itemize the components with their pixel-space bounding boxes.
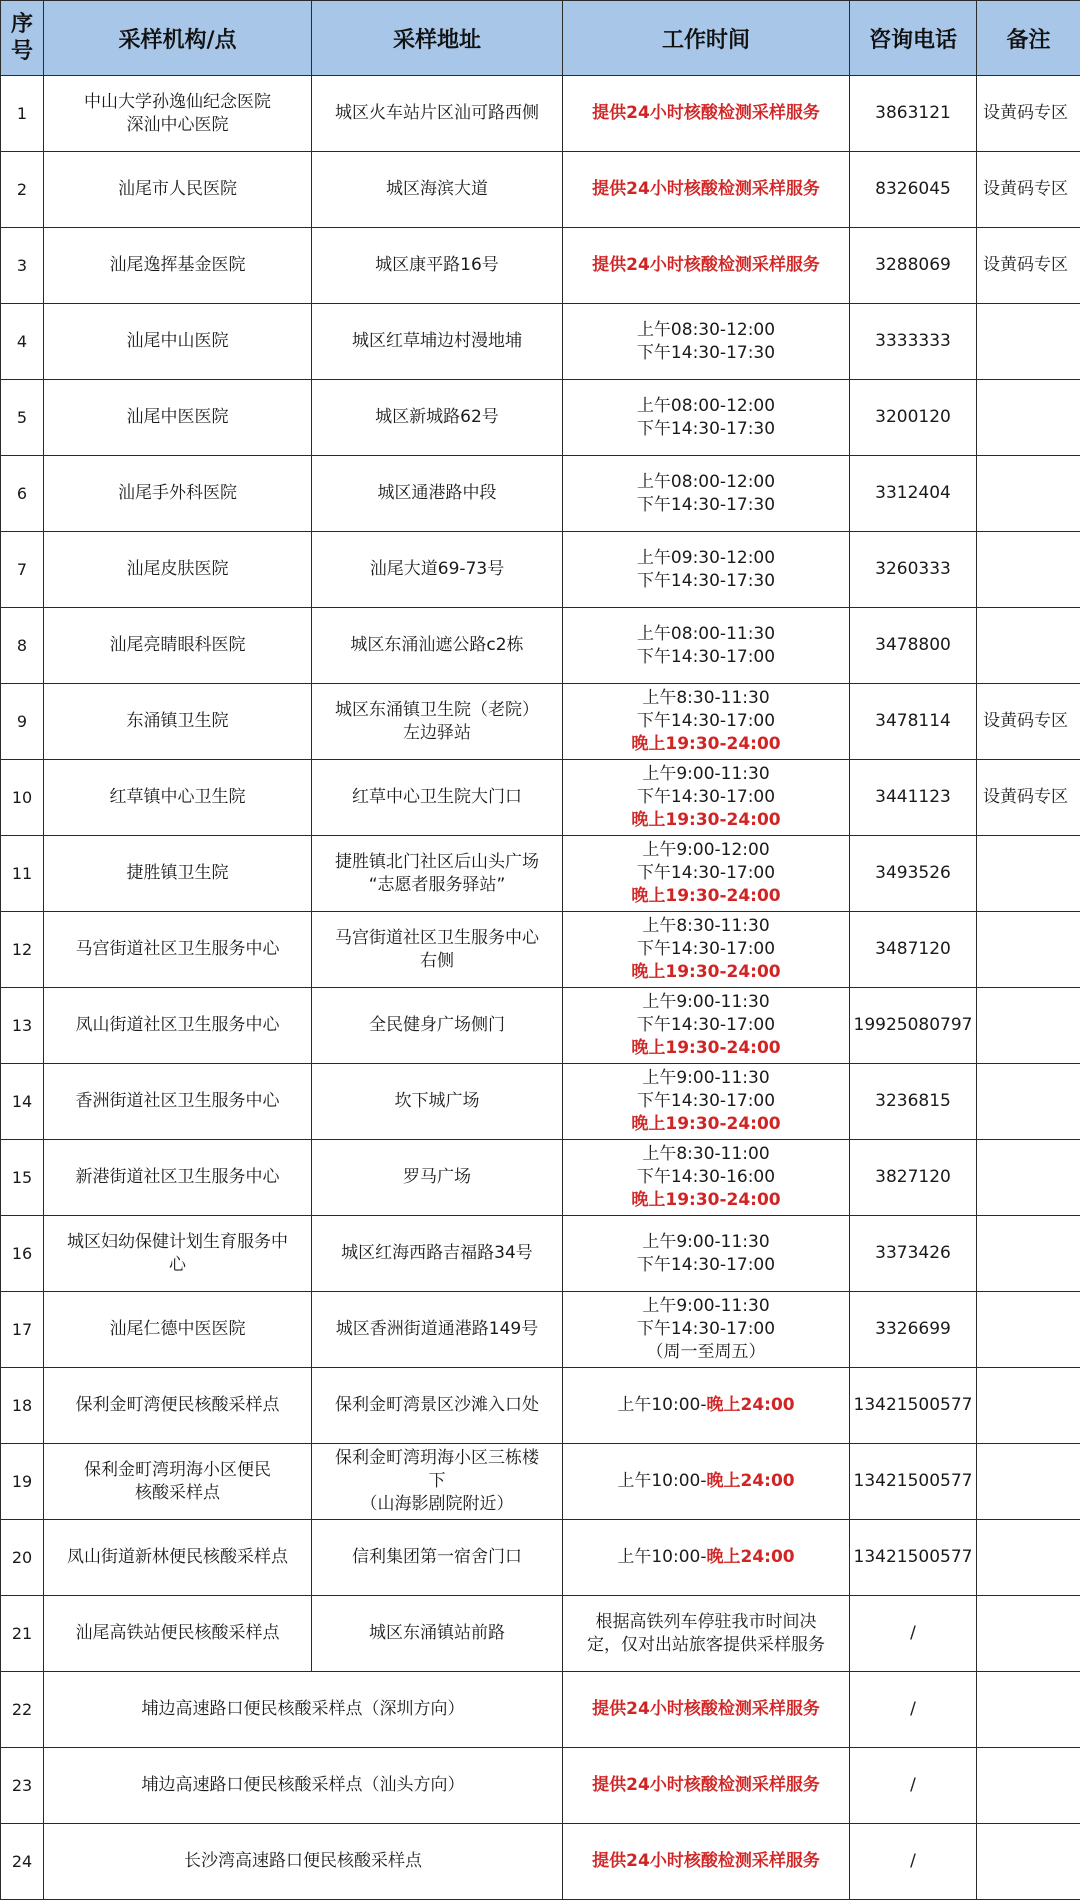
cell-hours: [563, 1368, 850, 1444]
header-seq-label: 序号: [10, 11, 34, 65]
hours-line: 晚上19:30-24:00: [566, 1189, 846, 1212]
institution-line: 香洲街道社区卫生服务中心: [47, 1090, 308, 1113]
cell-address: [312, 1520, 563, 1596]
institution-line: 汕尾高铁站便民核酸采样点: [47, 1622, 308, 1645]
institution-line: 红草镇中心卫生院: [47, 786, 308, 809]
cell-seq: 11: [1, 836, 44, 912]
table-row: [1, 836, 1080, 912]
cell-remark: [977, 1596, 1080, 1672]
hours-part: 上午10:00-: [617, 1547, 706, 1567]
institution-line: 保利金町湾便民核酸采样点: [47, 1394, 308, 1417]
institution-line: 中山大学孙逸仙纪念医院: [47, 91, 308, 114]
hours-line: 上午9:00-12:00: [566, 839, 846, 862]
cell-address: [312, 1444, 563, 1520]
cell-institution: [44, 1140, 312, 1216]
institution-line: 长沙湾高速路口便民核酸采样点: [47, 1850, 559, 1873]
hours-line: 下午14:30-17:00: [566, 862, 846, 885]
cell-seq: 4: [1, 304, 44, 380]
cell-hours: [563, 1216, 850, 1292]
hours-line: 晚上19:30-24:00: [566, 733, 846, 756]
cell-remark: [977, 1672, 1080, 1748]
institution-line: 核酸采样点: [47, 1482, 308, 1505]
table-row: [1, 1140, 1080, 1216]
institution-line: 汕尾手外科医院: [47, 482, 308, 505]
hours-line: （周一至周五）: [566, 1341, 846, 1364]
cell-hours: [563, 76, 850, 152]
cell-phone: 13421500577: [850, 1368, 977, 1444]
cell-institution: [44, 152, 312, 228]
cell-seq: 14: [1, 1064, 44, 1140]
cell-seq: 9: [1, 684, 44, 760]
hours-line: 上午9:00-11:30: [566, 991, 846, 1014]
cell-address: [312, 228, 563, 304]
cell-remark: [977, 608, 1080, 684]
cell-address: [312, 76, 563, 152]
hours-line: 下午14:30-17:00: [566, 646, 846, 669]
table-row: [1, 1596, 1080, 1672]
cell-hours: [563, 912, 850, 988]
hours-line: 下午14:30-17:00: [566, 1090, 846, 1113]
hours-line: 上午8:30-11:30: [566, 915, 846, 938]
cell-institution: [44, 684, 312, 760]
address-line: 马宫街道社区卫生服务中心: [315, 927, 559, 950]
hours-line: 上午08:00-12:00: [566, 395, 846, 418]
address-line: 红草中心卫生院大门口: [315, 786, 559, 809]
cell-address: [312, 912, 563, 988]
table-row: [1, 684, 1080, 760]
table-row: [1, 1368, 1080, 1444]
cell-address: [312, 152, 563, 228]
cell-seq: 21: [1, 1596, 44, 1672]
cell-seq: 18: [1, 1368, 44, 1444]
table-row: [1, 1824, 1080, 1900]
hours-line: 提供24小时核酸检测采样服务: [566, 254, 846, 277]
hours-line: 下午14:30-17:00: [566, 1318, 846, 1341]
cell-remark: [977, 456, 1080, 532]
address-line: 全民健身广场侧门: [315, 1014, 559, 1037]
cell-address: [312, 988, 563, 1064]
institution-line: 凤山街道社区卫生服务中心: [47, 1014, 308, 1037]
cell-address: [312, 1368, 563, 1444]
cell-institution: [44, 836, 312, 912]
address-line: 罗马广场: [315, 1166, 559, 1189]
institution-line: 汕尾皮肤医院: [47, 558, 308, 581]
address-line: 城区东涌镇卫生院（老院）: [315, 699, 559, 722]
hours-part: 上午10:00-: [617, 1395, 706, 1415]
table-row: [1, 1444, 1080, 1520]
institution-line: 心: [47, 1254, 308, 1277]
institution-line: 埔边高速路口便民核酸采样点（汕头方向）: [47, 1774, 559, 1797]
cell-phone: 13421500577: [850, 1444, 977, 1520]
header-institution: 采样机构/点: [44, 1, 312, 76]
institution-line: 汕尾亮睛眼科医院: [47, 634, 308, 657]
cell-seq: 6: [1, 456, 44, 532]
cell-remark: [977, 304, 1080, 380]
cell-phone: 3373426: [850, 1216, 977, 1292]
header-seq: [1, 1, 44, 76]
cell-phone: 3478114: [850, 684, 977, 760]
hours-line: 上午08:00-11:30: [566, 623, 846, 646]
table-row: [1, 380, 1080, 456]
address-line: “志愿者服务驿站”: [315, 874, 559, 897]
cell-remark: [977, 1444, 1080, 1520]
address-line: 右侧: [315, 950, 559, 973]
hours-part: 晚上24:00: [707, 1395, 795, 1415]
address-line: 城区东涌汕遮公路c2栋: [315, 634, 559, 657]
address-line: 坎下城广场: [315, 1090, 559, 1113]
cell-remark: [977, 1064, 1080, 1140]
cell-seq: 5: [1, 380, 44, 456]
cell-seq: 15: [1, 1140, 44, 1216]
hours-line: 晚上19:30-24:00: [566, 1037, 846, 1060]
cell-phone: 8326045: [850, 152, 977, 228]
institution-line: 新港街道社区卫生服务中心: [47, 1166, 308, 1189]
cell-institution: [44, 76, 312, 152]
cell-institution: [44, 228, 312, 304]
cell-remark: [977, 1292, 1080, 1368]
table-row: [1, 1672, 1080, 1748]
hours-line: 晚上19:30-24:00: [566, 961, 846, 984]
address-line: 捷胜镇北门社区后山头广场: [315, 851, 559, 874]
hours-line: 提供24小时核酸检测采样服务: [566, 1850, 846, 1873]
cell-institution: [44, 1748, 563, 1824]
table-row: [1, 1292, 1080, 1368]
cell-institution: [44, 1596, 312, 1672]
address-line: 城区通港路中段: [315, 482, 559, 505]
institution-line: 捷胜镇卫生院: [47, 862, 308, 885]
hours-line: 提供24小时核酸检测采样服务: [566, 102, 846, 125]
cell-institution: [44, 1520, 312, 1596]
cell-address: [312, 1216, 563, 1292]
hours-line: 提供24小时核酸检测采样服务: [566, 1698, 846, 1721]
cell-remark: 设黄码专区: [977, 228, 1080, 304]
cell-hours: [563, 152, 850, 228]
cell-hours: [563, 1596, 850, 1672]
table-body: [1, 76, 1080, 1900]
table-row: [1, 532, 1080, 608]
cell-address: [312, 380, 563, 456]
cell-seq: 19: [1, 1444, 44, 1520]
institution-line: 汕尾逸挥基金医院: [47, 254, 308, 277]
hours-part: 晚上24:00: [707, 1471, 795, 1491]
cell-address: [312, 836, 563, 912]
address-line: 城区红海西路吉福路34号: [315, 1242, 559, 1265]
table-row: [1, 304, 1080, 380]
cell-seq: 22: [1, 1672, 44, 1748]
cell-seq: 3: [1, 228, 44, 304]
cell-seq: 7: [1, 532, 44, 608]
cell-hours: [563, 1444, 850, 1520]
cell-phone: /: [850, 1596, 977, 1672]
cell-address: [312, 760, 563, 836]
hours-line: 下午14:30-17:30: [566, 418, 846, 441]
hours-line: 定，仅对出站旅客提供采样服务: [566, 1634, 846, 1657]
hours-line: [566, 1546, 846, 1569]
cell-phone: 3236815: [850, 1064, 977, 1140]
cell-institution: [44, 1444, 312, 1520]
institution-line: 凤山街道新林便民核酸采样点: [47, 1546, 308, 1569]
cell-hours: [563, 228, 850, 304]
cell-institution: [44, 1824, 563, 1900]
cell-institution: [44, 608, 312, 684]
hours-line: 下午14:30-17:00: [566, 1014, 846, 1037]
cell-institution: [44, 380, 312, 456]
cell-seq: 23: [1, 1748, 44, 1824]
address-line: 城区红草埔边村漫地埔: [315, 330, 559, 353]
hours-line: [566, 1394, 846, 1417]
cell-hours: [563, 836, 850, 912]
table-row: [1, 152, 1080, 228]
cell-institution: [44, 1064, 312, 1140]
hours-line: 下午14:30-17:00: [566, 1254, 846, 1277]
hours-line: 下午14:30-16:00: [566, 1166, 846, 1189]
hours-line: 下午14:30-17:00: [566, 710, 846, 733]
cell-hours: [563, 532, 850, 608]
address-line: 保利金町湾玥海小区三栋楼: [315, 1447, 559, 1470]
cell-institution: [44, 1216, 312, 1292]
institution-line: 汕尾中医医院: [47, 406, 308, 429]
hours-line: 根据高铁列车停驻我市时间决: [566, 1611, 846, 1634]
address-line: 保利金町湾景区沙滩入口处: [315, 1394, 559, 1417]
hours-line: 下午14:30-17:00: [566, 786, 846, 809]
institution-line: 城区妇幼保健计划生育服务中: [47, 1231, 308, 1254]
cell-remark: [977, 836, 1080, 912]
cell-address: [312, 456, 563, 532]
cell-phone: 3827120: [850, 1140, 977, 1216]
cell-seq: 16: [1, 1216, 44, 1292]
cell-remark: [977, 1748, 1080, 1824]
table-row: [1, 912, 1080, 988]
cell-address: [312, 1064, 563, 1140]
institution-line: 汕尾仁德中医医院: [47, 1318, 308, 1341]
institution-line: 汕尾市人民医院: [47, 178, 308, 201]
institution-line: 东涌镇卫生院: [47, 710, 308, 733]
hours-line: 提供24小时核酸检测采样服务: [566, 178, 846, 201]
hours-line: 提供24小时核酸检测采样服务: [566, 1774, 846, 1797]
table-row: [1, 76, 1080, 152]
cell-institution: [44, 1368, 312, 1444]
table-row: [1, 1748, 1080, 1824]
cell-seq: 17: [1, 1292, 44, 1368]
cell-hours: [563, 1140, 850, 1216]
cell-remark: [977, 1216, 1080, 1292]
cell-address: [312, 1292, 563, 1368]
hours-line: 上午8:30-11:30: [566, 687, 846, 710]
cell-phone: 3312404: [850, 456, 977, 532]
cell-hours: [563, 1292, 850, 1368]
hours-line: 上午9:00-11:30: [566, 1295, 846, 1318]
cell-seq: 20: [1, 1520, 44, 1596]
cell-remark: [977, 912, 1080, 988]
cell-institution: [44, 304, 312, 380]
table-row: [1, 456, 1080, 532]
cell-remark: [977, 380, 1080, 456]
header-remark: 备注: [977, 1, 1080, 76]
hours-part: 晚上24:00: [707, 1547, 795, 1567]
cell-institution: [44, 1292, 312, 1368]
hours-line: 上午8:30-11:00: [566, 1143, 846, 1166]
institution-line: 汕尾中山医院: [47, 330, 308, 353]
cell-institution: [44, 988, 312, 1064]
header-phone: 咨询电话: [850, 1, 977, 76]
address-line: （山海影剧院附近）: [315, 1493, 559, 1516]
cell-institution: [44, 912, 312, 988]
cell-phone: 3863121: [850, 76, 977, 152]
cell-seq: 2: [1, 152, 44, 228]
cell-remark: [977, 1520, 1080, 1596]
cell-hours: [563, 608, 850, 684]
address-line: 城区新城路62号: [315, 406, 559, 429]
cell-seq: 24: [1, 1824, 44, 1900]
cell-remark: [977, 532, 1080, 608]
institution-line: 埔边高速路口便民核酸采样点（深圳方向）: [47, 1698, 559, 1721]
cell-remark: [977, 988, 1080, 1064]
cell-phone: 3200120: [850, 380, 977, 456]
cell-phone: 3493526: [850, 836, 977, 912]
cell-hours: [563, 1672, 850, 1748]
cell-institution: [44, 532, 312, 608]
hours-line: 上午09:30-12:00: [566, 547, 846, 570]
cell-hours: [563, 1748, 850, 1824]
cell-address: [312, 684, 563, 760]
cell-phone: 3288069: [850, 228, 977, 304]
address-line: 城区火车站片区汕可路西侧: [315, 102, 559, 125]
address-line: 左边驿站: [315, 722, 559, 745]
cell-phone: 3487120: [850, 912, 977, 988]
hours-line: 下午14:30-17:30: [566, 570, 846, 593]
cell-phone: /: [850, 1748, 977, 1824]
cell-hours: [563, 304, 850, 380]
table-row: [1, 228, 1080, 304]
cell-remark: [977, 1368, 1080, 1444]
address-line: 城区海滨大道: [315, 178, 559, 201]
cell-address: [312, 304, 563, 380]
address-line: 城区东涌镇站前路: [315, 1622, 559, 1645]
hours-line: 上午9:00-11:30: [566, 1231, 846, 1254]
cell-phone: /: [850, 1672, 977, 1748]
header-address: 采样地址: [312, 1, 563, 76]
table-row: [1, 1216, 1080, 1292]
cell-hours: [563, 1064, 850, 1140]
table-row: [1, 988, 1080, 1064]
cell-phone: 19925080797: [850, 988, 977, 1064]
cell-seq: 10: [1, 760, 44, 836]
address-line: 信利集团第一宿舍门口: [315, 1546, 559, 1569]
hours-part: 上午10:00-: [617, 1471, 706, 1491]
header-row: [1, 1, 1080, 76]
institution-line: 深汕中心医院: [47, 114, 308, 137]
cell-phone: 3441123: [850, 760, 977, 836]
cell-address: [312, 1140, 563, 1216]
cell-phone: 3333333: [850, 304, 977, 380]
hours-line: [566, 1470, 846, 1493]
hours-line: 下午14:30-17:30: [566, 494, 846, 517]
table-row: [1, 760, 1080, 836]
cell-phone: 3260333: [850, 532, 977, 608]
hours-line: 晚上19:30-24:00: [566, 1113, 846, 1136]
cell-remark: 设黄码专区: [977, 684, 1080, 760]
address-line: 城区香洲街道通港路149号: [315, 1318, 559, 1341]
cell-hours: [563, 1824, 850, 1900]
hours-line: 上午08:30-12:00: [566, 319, 846, 342]
cell-phone: /: [850, 1824, 977, 1900]
hours-line: 上午9:00-11:30: [566, 763, 846, 786]
cell-seq: 8: [1, 608, 44, 684]
cell-hours: [563, 380, 850, 456]
cell-hours: [563, 684, 850, 760]
cell-remark: 设黄码专区: [977, 76, 1080, 152]
cell-hours: [563, 988, 850, 1064]
table-row: [1, 1520, 1080, 1596]
cell-address: [312, 532, 563, 608]
cell-remark: [977, 1824, 1080, 1900]
hours-line: 上午9:00-11:30: [566, 1067, 846, 1090]
cell-remark: 设黄码专区: [977, 760, 1080, 836]
cell-institution: [44, 456, 312, 532]
address-line: 汕尾大道69-73号: [315, 558, 559, 581]
cell-remark: 设黄码专区: [977, 152, 1080, 228]
hours-line: 下午14:30-17:30: [566, 342, 846, 365]
cell-institution: [44, 1672, 563, 1748]
cell-seq: 12: [1, 912, 44, 988]
hours-line: 晚上19:30-24:00: [566, 885, 846, 908]
header-hours: 工作时间: [563, 1, 850, 76]
cell-hours: [563, 760, 850, 836]
address-line: 下: [315, 1470, 559, 1493]
hours-line: 下午14:30-17:00: [566, 938, 846, 961]
cell-phone: 13421500577: [850, 1520, 977, 1596]
cell-hours: [563, 456, 850, 532]
cell-remark: [977, 1140, 1080, 1216]
cell-phone: 3478800: [850, 608, 977, 684]
institution-line: 保利金町湾玥海小区便民: [47, 1459, 308, 1482]
address-line: 城区康平路16号: [315, 254, 559, 277]
cell-institution: [44, 760, 312, 836]
hours-line: 上午08:00-12:00: [566, 471, 846, 494]
cell-address: [312, 1596, 563, 1672]
cell-hours: [563, 1520, 850, 1596]
cell-seq: 1: [1, 76, 44, 152]
cell-address: [312, 608, 563, 684]
table-row: [1, 608, 1080, 684]
cell-phone: 3326699: [850, 1292, 977, 1368]
hours-line: 晚上19:30-24:00: [566, 809, 846, 832]
cell-seq: 13: [1, 988, 44, 1064]
institution-line: 马宫街道社区卫生服务中心: [47, 938, 308, 961]
table-row: [1, 1064, 1080, 1140]
